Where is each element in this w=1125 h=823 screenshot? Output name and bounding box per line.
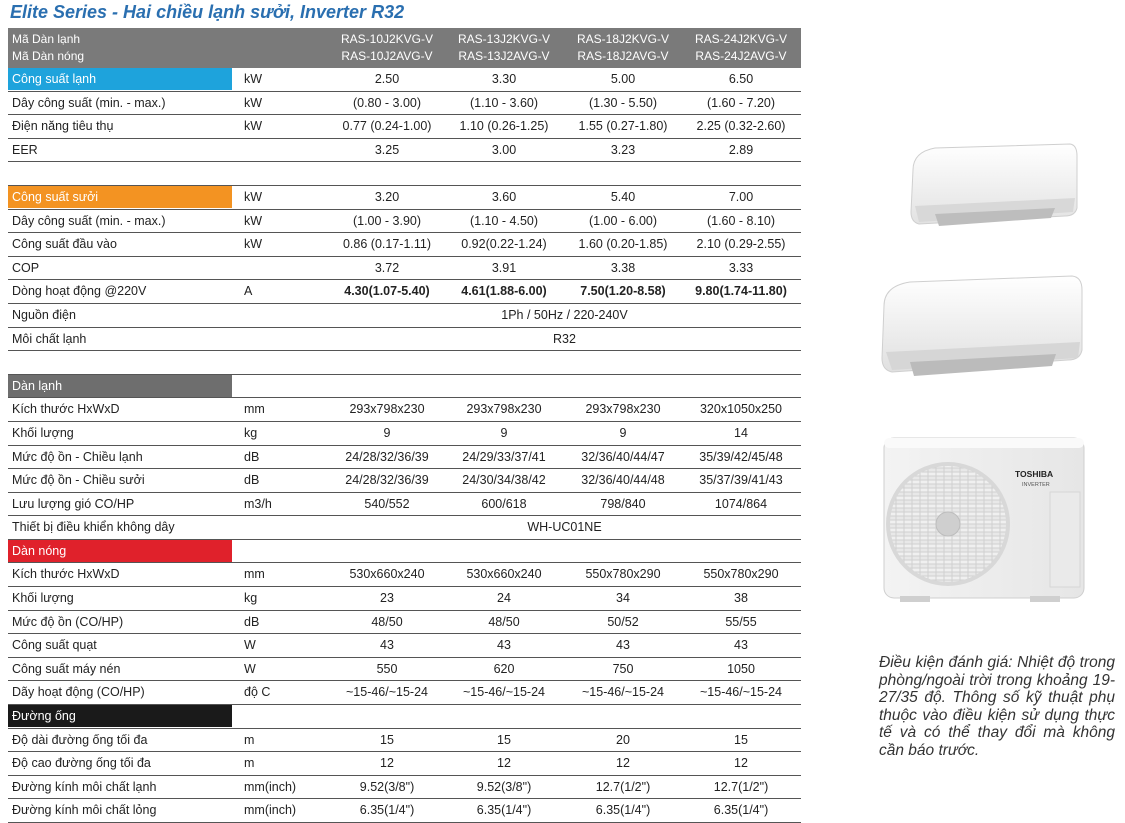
value: WH-UC01NE (527, 520, 602, 535)
value: 24/29/33/37/41 (462, 449, 546, 464)
value: 43 (380, 638, 394, 653)
value: 5.00 (610, 72, 636, 86)
value: 1Ph / 50Hz / 220-240V (501, 307, 628, 322)
value: 798/840 (600, 496, 646, 511)
table-row (8, 634, 801, 658)
table-header (8, 28, 801, 68)
value: 4.61(1.88-6.00) (461, 284, 547, 299)
unit: kg (244, 591, 258, 606)
value: (1.60 - 8.10) (706, 213, 776, 228)
unit: kW (244, 189, 263, 204)
row-label: Công suất đầu vào (12, 237, 117, 252)
value: (1.60 - 7.20) (706, 95, 776, 110)
value: 24/30/34/38/42 (462, 473, 546, 488)
unit: kW (244, 95, 263, 110)
table-row (8, 752, 801, 776)
value: 34 (616, 591, 630, 606)
row-label: Dòng hoạt động @220V (12, 284, 147, 299)
value: (0.80 - 3.00) (352, 95, 422, 110)
value: 32/36/40/44/47 (581, 449, 665, 464)
section-outdoor (8, 540, 801, 564)
value: 0.77 (0.24-1.00) (342, 119, 432, 134)
row-label: Dãy hoạt động (CO/HP) (12, 685, 145, 700)
value: 3.72 (374, 260, 400, 275)
value: 12.7(1/2") (713, 779, 769, 794)
spacer-row (8, 351, 801, 375)
value: 6.35(1/4") (713, 803, 769, 818)
table-row (8, 729, 801, 753)
indoor-model: RAS-24J2KVG-V (694, 32, 788, 46)
value: 23 (380, 591, 394, 606)
value: 24/28/32/36/39 (345, 449, 429, 464)
table-row (8, 681, 801, 705)
value: 32/36/40/44/48 (581, 473, 665, 488)
value: 3.30 (491, 72, 517, 86)
value: 293x798x230 (466, 402, 542, 417)
section-label: Đường ống (8, 705, 232, 727)
value: (1.00 - 6.00) (588, 213, 658, 228)
row-label: Công suất quạt (12, 638, 97, 653)
table-row (8, 115, 801, 139)
indoor-unit-image (905, 140, 1080, 232)
value: 550x780x290 (703, 567, 779, 582)
section-label: Dàn lạnh (8, 375, 232, 397)
unit: độ C (244, 685, 271, 700)
value: 24/28/32/36/39 (345, 473, 429, 488)
value: 6.35(1/4") (476, 803, 532, 818)
value: 43 (616, 638, 630, 653)
value: 3.60 (491, 189, 517, 204)
row-label: Nguồn điện (12, 307, 76, 322)
value: ~15-46/~15-24 (699, 685, 782, 700)
value: 14 (734, 425, 748, 440)
value: 4.30(1.07-5.40) (344, 284, 430, 299)
value: 35/39/42/45/48 (699, 449, 783, 464)
value: 3.38 (610, 260, 636, 275)
table-row (8, 493, 801, 517)
value: (1.00 - 3.90) (352, 213, 422, 228)
value: 7.50(1.20-8.58) (580, 284, 666, 299)
unit: kg (244, 425, 258, 440)
section-label: Công suất sưởi (8, 186, 232, 208)
section-piping (8, 705, 801, 729)
indoor-code-label: Mã Dàn lạnh (12, 32, 81, 46)
value: 15 (734, 732, 748, 747)
table-row (8, 398, 801, 422)
value: 9 (619, 425, 627, 440)
value: (1.10 - 3.60) (469, 95, 539, 110)
value: 9.52(3/8") (359, 779, 415, 794)
value: 540/552 (364, 496, 410, 511)
value: ~15-46/~15-24 (581, 685, 664, 700)
outdoor-model: RAS-24J2AVG-V (695, 49, 787, 63)
footnote: Điều kiện đánh giá: Nhiệt độ trong phòng/ngoài trời trong khoảng 19-27/35 độ. Thông số kỹ thuật phụ thuộc vào điều kiện sử dụng thực tế và có thể thay đổi mà không cần báo trước. (879, 654, 1115, 759)
value: 2.89 (728, 142, 754, 157)
value: ~15-46/~15-24 (345, 685, 428, 700)
table-row (8, 658, 801, 682)
value: 620 (493, 661, 515, 676)
row-label: COP (12, 260, 40, 275)
unit: W (244, 638, 256, 653)
value: 9.52(3/8") (476, 779, 532, 794)
row-label: Đường kính môi chất lỏng (12, 803, 157, 818)
value: 3.33 (728, 260, 754, 275)
value: 293x798x230 (349, 402, 425, 417)
value: 550 (376, 661, 398, 676)
table-row (8, 611, 801, 635)
value: 6.50 (728, 72, 754, 86)
indoor-model: RAS-10J2KVG-V (340, 32, 434, 46)
value: (1.30 - 5.50) (588, 95, 658, 110)
row-label: Khối lượng (12, 425, 74, 440)
table-row (8, 328, 801, 352)
value: 1.10 (0.26-1.25) (459, 119, 549, 134)
unit: dB (244, 449, 260, 464)
row-label: Kích thước HxWxD (12, 402, 120, 417)
value: 9 (500, 425, 508, 440)
row-label: Khối lượng (12, 591, 74, 606)
value: 5.40 (610, 189, 636, 204)
unit: kW (244, 237, 263, 252)
unit: kW (244, 213, 263, 228)
table-row (8, 587, 801, 611)
value: 2.10 (0.29-2.55) (696, 237, 786, 252)
row-label: Đường kính môi chất lạnh (12, 779, 157, 794)
table-row (8, 516, 801, 540)
value: 7.00 (728, 189, 754, 204)
indoor-model: RAS-18J2KVG-V (576, 32, 670, 46)
value: 38 (734, 591, 748, 606)
table-row (8, 210, 801, 234)
unit: mm (244, 567, 265, 582)
value: 1.60 (0.20-1.85) (578, 237, 668, 252)
unit: A (244, 284, 253, 299)
unit: m (244, 756, 255, 771)
value: 2.50 (374, 72, 400, 86)
value: 48/50 (371, 614, 403, 629)
section-cooling (8, 68, 801, 92)
table-row (8, 469, 801, 493)
inverter-badge: INVERTER (1022, 482, 1050, 488)
row-label: Mức độ ồn (CO/HP) (12, 614, 124, 629)
unit: mm(inch) (244, 779, 297, 794)
table-row (8, 280, 801, 304)
value: 6.35(1/4") (595, 803, 651, 818)
value: 0.86 (0.17-1.11) (342, 237, 432, 252)
table-row (8, 563, 801, 587)
spacer-row (8, 162, 801, 186)
row-label: Kích thước HxWxD (12, 567, 120, 582)
unit: m (244, 732, 255, 747)
row-label: Lưu lượng gió CO/HP (12, 496, 135, 511)
value: ~15-46/~15-24 (462, 685, 545, 700)
table-row (8, 799, 801, 823)
value: 48/50 (488, 614, 520, 629)
value: 320x1050x250 (699, 402, 783, 417)
value: 530x660x240 (466, 567, 542, 582)
value: 50/52 (607, 614, 639, 629)
value: 3.20 (374, 189, 400, 204)
value: 2.25 (0.32-2.60) (696, 119, 786, 134)
row-label: Dây công suất (min. - max.) (12, 95, 166, 110)
indoor-model: RAS-13J2KVG-V (457, 32, 551, 46)
table-row (8, 304, 801, 328)
row-label: Mức độ ồn - Chiều lạnh (12, 449, 143, 464)
value: 9.80(1.74-11.80) (695, 284, 787, 299)
value: 20 (616, 732, 630, 747)
spec-table (8, 28, 801, 823)
indoor-unit-image (876, 270, 1086, 382)
value: 3.91 (491, 260, 517, 275)
section-heating (8, 186, 801, 210)
value: 43 (734, 638, 748, 653)
section-label: Công suất lạnh (8, 68, 232, 90)
row-label: Dây công suất (min. - max.) (12, 213, 166, 228)
value: 1074/864 (714, 496, 768, 511)
unit: kW (244, 72, 263, 86)
table-row (8, 233, 801, 257)
value: (1.10 - 4.50) (469, 213, 539, 228)
row-label: Môi chất lạnh (12, 331, 87, 346)
table-row (8, 776, 801, 800)
value: 35/37/39/41/43 (699, 473, 783, 488)
value: 15 (497, 732, 511, 747)
row-label: Độ dài đường ống tối đa (12, 732, 148, 747)
value: 530x660x240 (349, 567, 425, 582)
row-label: Thiết bị điều khiển không dây (12, 520, 175, 535)
page-title: Elite Series - Hai chiều lạnh sưởi, Inverter R32 (10, 2, 405, 22)
table-row (8, 422, 801, 446)
table-row (8, 139, 801, 163)
value: 12 (380, 756, 394, 771)
unit: mm (244, 402, 265, 417)
value: 24 (497, 591, 511, 606)
outdoor-code-label: Mã Dàn nóng (12, 49, 85, 63)
row-label: Mức độ ồn - Chiều sưởi (12, 473, 145, 488)
outdoor-model: RAS-13J2AVG-V (458, 49, 550, 63)
value: R32 (553, 331, 576, 346)
unit: kW (244, 119, 263, 134)
value: 12 (497, 756, 511, 771)
value: 12.7(1/2") (595, 779, 651, 794)
value: 600/618 (481, 496, 527, 511)
outdoor-model: RAS-10J2AVG-V (341, 49, 433, 63)
value: 0.92(0.22-1.24) (461, 237, 547, 252)
unit: mm(inch) (244, 803, 297, 818)
table-row (8, 446, 801, 470)
unit: m3/h (244, 496, 272, 511)
value: 750 (612, 661, 634, 676)
unit: dB (244, 473, 260, 488)
value: 9 (383, 425, 391, 440)
value: 12 (616, 756, 630, 771)
value: 43 (497, 638, 511, 653)
value: 550x780x290 (585, 567, 661, 582)
brand-logo: TOSHIBA (1015, 469, 1054, 479)
value: 3.00 (491, 142, 517, 157)
row-label: Công suất máy nén (12, 661, 121, 676)
value: 3.25 (374, 142, 400, 157)
value: 293x798x230 (585, 402, 661, 417)
table-row (8, 257, 801, 281)
unit: W (244, 661, 256, 676)
row-label: Điện năng tiêu thụ (12, 119, 114, 134)
value: 1.55 (0.27-1.80) (578, 119, 668, 134)
value: 3.23 (610, 142, 636, 157)
value: 55/55 (725, 614, 757, 629)
value: 12 (734, 756, 748, 771)
table-row (8, 92, 801, 116)
section-label: Dàn nóng (8, 540, 232, 562)
row-label: Độ cao đường ống tối đa (12, 756, 151, 771)
value: 1050 (727, 661, 755, 676)
section-indoor (8, 375, 801, 399)
outdoor-unit-image (880, 432, 1095, 607)
outdoor-model: RAS-18J2AVG-V (577, 49, 669, 63)
value: 6.35(1/4") (359, 803, 415, 818)
value: 15 (380, 732, 394, 747)
row-label: EER (12, 142, 38, 157)
unit: dB (244, 614, 260, 629)
